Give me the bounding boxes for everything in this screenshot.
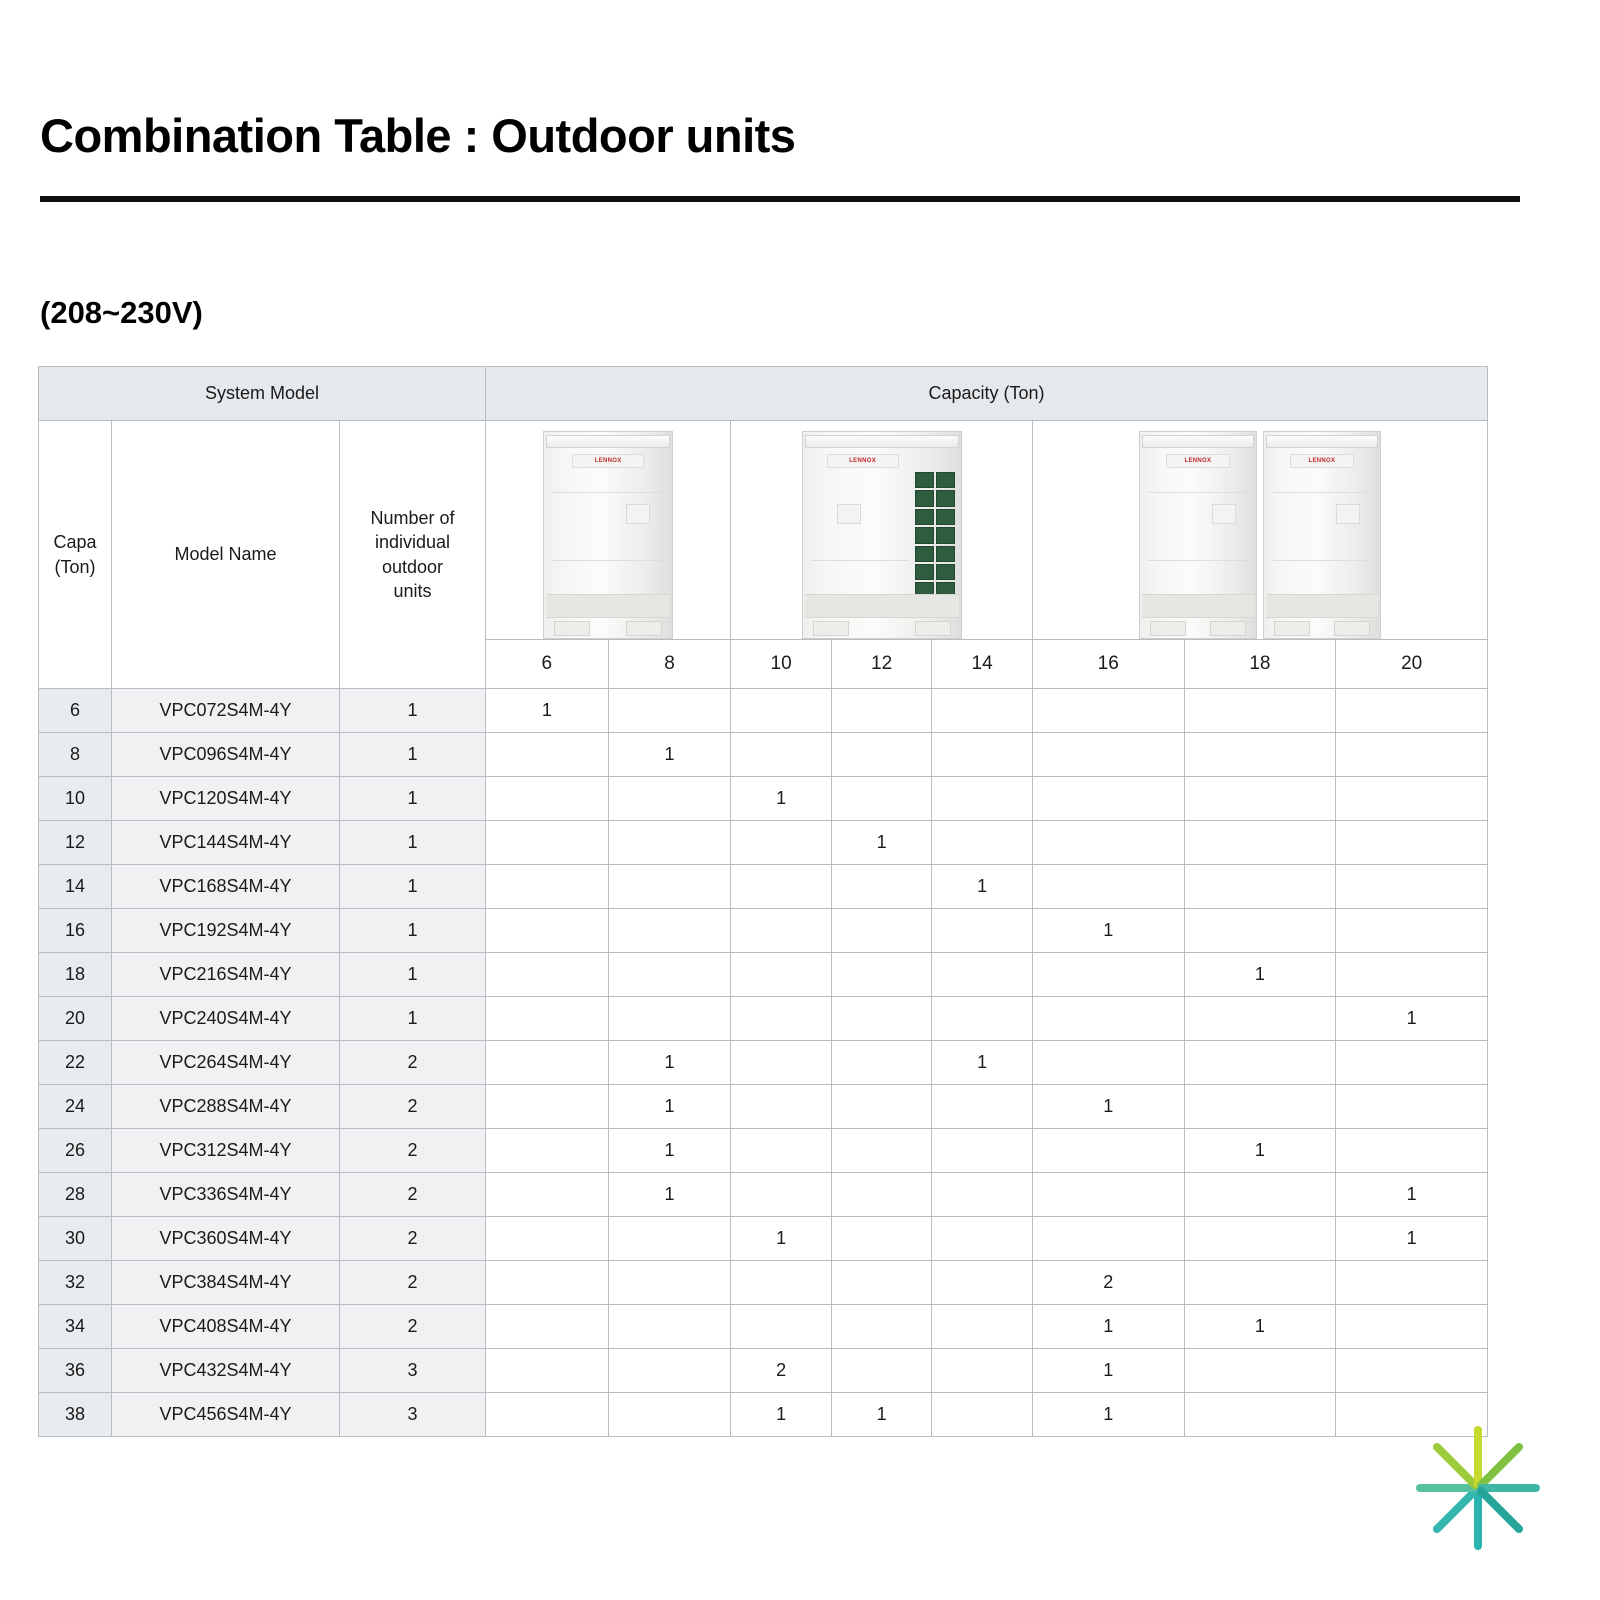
row-count-cell <box>831 1261 931 1305</box>
row-count-cell <box>1184 1261 1336 1305</box>
row-count-cell <box>831 689 931 733</box>
unit-top-cap <box>546 435 670 448</box>
row-count-cell <box>1184 865 1336 909</box>
row-count-cell <box>731 1261 831 1305</box>
header-number-of-units <box>340 421 486 689</box>
brand-text: LENNOX <box>1308 458 1336 464</box>
row-count-cell <box>1336 689 1488 733</box>
row-count-cell <box>731 1085 831 1129</box>
row-count-cell <box>731 733 831 777</box>
row-capacity: 24 <box>39 1085 112 1129</box>
table-row <box>39 1349 1488 1393</box>
row-number-of-units: 1 <box>340 953 486 997</box>
unit-foot-right <box>915 621 951 636</box>
header-capa-line2: (Ton) <box>54 556 96 577</box>
unit-foot-left <box>1274 621 1310 636</box>
row-count-cell: 1 <box>1032 1085 1184 1129</box>
row-count-cell <box>486 1261 609 1305</box>
row-count-cell <box>486 997 609 1041</box>
row-count-cell <box>1336 909 1488 953</box>
row-number-of-units: 2 <box>340 1305 486 1349</box>
row-count-cell <box>1184 1085 1336 1129</box>
row-number-of-units: 3 <box>340 1393 486 1437</box>
row-model-name: VPC288S4M-4Y <box>112 1085 340 1129</box>
header-units-line1: Number of <box>370 507 455 528</box>
row-count-cell <box>831 1305 931 1349</box>
brand-text: LENNOX <box>594 458 622 464</box>
row-count-cell <box>932 1129 1033 1173</box>
row-count-cell <box>1184 1173 1336 1217</box>
unit-top-cap <box>805 435 959 448</box>
row-model-name: VPC360S4M-4Y <box>112 1217 340 1261</box>
row-model-name: VPC408S4M-4Y <box>112 1305 340 1349</box>
row-count-cell <box>1184 909 1336 953</box>
row-count-cell <box>1032 865 1184 909</box>
row-count-cell <box>1336 865 1488 909</box>
row-count-cell <box>1336 953 1488 997</box>
capacity-col-8: 8 <box>608 640 731 689</box>
capacity-col-18: 18 <box>1184 640 1336 689</box>
brand-logo <box>1406 1422 1556 1562</box>
row-count-cell <box>1336 1129 1488 1173</box>
outdoor-unit-illustration <box>1139 431 1257 639</box>
row-number-of-units: 1 <box>340 909 486 953</box>
row-count-cell: 2 <box>731 1349 831 1393</box>
row-count-cell <box>731 821 831 865</box>
row-count-cell <box>1184 1349 1336 1393</box>
row-count-cell <box>1184 1393 1336 1437</box>
row-model-name: VPC096S4M-4Y <box>112 733 340 777</box>
lennox-logo-badge <box>572 454 644 468</box>
row-model-name: VPC432S4M-4Y <box>112 1349 340 1393</box>
outdoor-unit-twin-image <box>1032 421 1487 640</box>
unit-panel-line <box>1148 560 1248 561</box>
row-model-name: VPC456S4M-4Y <box>112 1393 340 1437</box>
row-count-cell <box>1032 777 1184 821</box>
row-model-name: VPC192S4M-4Y <box>112 909 340 953</box>
row-count-cell: 1 <box>608 1041 731 1085</box>
row-model-name: VPC336S4M-4Y <box>112 1173 340 1217</box>
row-count-cell <box>932 1261 1033 1305</box>
lennox-logo-badge <box>827 454 899 468</box>
row-count-cell <box>932 1085 1033 1129</box>
row-count-cell <box>608 953 731 997</box>
row-count-cell: 1 <box>932 865 1033 909</box>
row-count-cell <box>1032 1041 1184 1085</box>
table-row <box>39 733 1488 777</box>
row-count-cell <box>1336 1041 1488 1085</box>
row-count-cell <box>1032 997 1184 1041</box>
row-count-cell <box>731 865 831 909</box>
row-count-cell <box>731 1041 831 1085</box>
row-count-cell <box>486 1305 609 1349</box>
row-count-cell <box>831 1349 931 1393</box>
row-count-cell <box>608 1305 731 1349</box>
row-count-cell: 1 <box>1184 1305 1336 1349</box>
row-count-cell <box>1336 733 1488 777</box>
row-count-cell <box>831 997 931 1041</box>
row-count-cell <box>1336 1305 1488 1349</box>
row-count-cell <box>1184 1041 1336 1085</box>
row-count-cell <box>831 1173 931 1217</box>
row-number-of-units: 1 <box>340 821 486 865</box>
row-number-of-units: 1 <box>340 689 486 733</box>
unit-foot-right <box>626 621 662 636</box>
row-count-cell <box>608 1393 731 1437</box>
row-count-cell <box>1184 1217 1336 1261</box>
row-count-cell: 1 <box>1184 953 1336 997</box>
header-capa-ton <box>39 421 112 689</box>
row-count-cell <box>831 777 931 821</box>
row-count-cell <box>731 997 831 1041</box>
row-count-cell <box>1032 1173 1184 1217</box>
row-count-cell: 1 <box>932 1041 1033 1085</box>
row-model-name: VPC240S4M-4Y <box>112 997 340 1041</box>
row-capacity: 32 <box>39 1261 112 1305</box>
unit-access-panel <box>626 504 650 524</box>
unit-panel-line <box>1272 492 1372 493</box>
row-number-of-units: 3 <box>340 1349 486 1393</box>
table-row <box>39 909 1488 953</box>
table-row <box>39 1173 1488 1217</box>
title-divider <box>40 196 1520 202</box>
row-model-name: VPC264S4M-4Y <box>112 1041 340 1085</box>
row-count-cell <box>1336 1261 1488 1305</box>
capacity-col-14: 14 <box>932 640 1033 689</box>
row-count-cell: 1 <box>1032 1305 1184 1349</box>
row-count-cell <box>1184 777 1336 821</box>
row-capacity: 36 <box>39 1349 112 1393</box>
row-capacity: 38 <box>39 1393 112 1437</box>
row-count-cell <box>486 1173 609 1217</box>
row-count-cell <box>831 1085 931 1129</box>
row-capacity: 18 <box>39 953 112 997</box>
row-count-cell <box>486 1085 609 1129</box>
header-units-line2: individual <box>374 532 451 553</box>
row-count-cell <box>932 953 1033 997</box>
row-number-of-units: 2 <box>340 1217 486 1261</box>
table-row <box>39 865 1488 909</box>
header-model-name: Model Name <box>112 421 340 689</box>
row-capacity: 22 <box>39 1041 112 1085</box>
row-count-cell: 2 <box>1032 1261 1184 1305</box>
row-count-cell: 1 <box>831 821 931 865</box>
table-row <box>39 953 1488 997</box>
row-capacity: 12 <box>39 821 112 865</box>
row-number-of-units: 1 <box>340 733 486 777</box>
row-model-name: VPC216S4M-4Y <box>112 953 340 997</box>
row-count-cell: 1 <box>1336 1217 1488 1261</box>
row-count-cell <box>608 777 731 821</box>
unit-panel-line <box>1272 560 1372 561</box>
voltage-subtitle: (208~230V) <box>40 295 203 330</box>
table-row <box>39 1305 1488 1349</box>
unit-access-panel <box>1336 504 1360 524</box>
row-count-cell: 1 <box>1184 1129 1336 1173</box>
unit-top-cap <box>1142 435 1254 448</box>
row-model-name: VPC168S4M-4Y <box>112 865 340 909</box>
table-header-top <box>39 367 1488 421</box>
combination-table <box>38 366 1488 1437</box>
table-row <box>39 1217 1488 1261</box>
capacity-col-6: 6 <box>486 640 609 689</box>
outdoor-unit-small-image <box>486 421 731 640</box>
brand-text: LENNOX <box>849 458 877 464</box>
table-row <box>39 777 1488 821</box>
row-count-cell <box>1032 1217 1184 1261</box>
capacity-col-20: 20 <box>1336 640 1488 689</box>
row-count-cell <box>831 953 931 997</box>
row-capacity: 30 <box>39 1217 112 1261</box>
row-number-of-units: 2 <box>340 1261 486 1305</box>
table-row <box>39 689 1488 733</box>
unit-panel-line <box>552 560 664 561</box>
capacity-col-16: 16 <box>1032 640 1184 689</box>
row-count-cell <box>831 1217 931 1261</box>
unit-foot-left <box>554 621 590 636</box>
row-count-cell <box>486 777 609 821</box>
header-units-line4: units <box>393 580 432 601</box>
unit-base-band <box>1266 594 1378 618</box>
row-capacity: 6 <box>39 689 112 733</box>
row-count-cell <box>1336 1349 1488 1393</box>
table-row <box>39 821 1488 865</box>
row-count-cell: 1 <box>608 1085 731 1129</box>
row-count-cell <box>1032 733 1184 777</box>
header-capacity: Capacity (Ton) <box>486 367 1488 421</box>
table-body <box>39 689 1488 1437</box>
row-count-cell <box>731 909 831 953</box>
row-number-of-units: 2 <box>340 1041 486 1085</box>
row-count-cell: 1 <box>731 1217 831 1261</box>
row-count-cell <box>932 733 1033 777</box>
unit-access-panel <box>1212 504 1236 524</box>
row-count-cell <box>932 997 1033 1041</box>
unit-top-cap <box>1266 435 1378 448</box>
capacity-col-12: 12 <box>831 640 931 689</box>
row-count-cell: 1 <box>731 777 831 821</box>
lennox-logo-badge <box>1166 454 1230 468</box>
row-count-cell <box>932 1217 1033 1261</box>
row-number-of-units: 1 <box>340 865 486 909</box>
unit-panel-line <box>811 560 909 561</box>
row-count-cell <box>486 953 609 997</box>
row-model-name: VPC120S4M-4Y <box>112 777 340 821</box>
row-capacity: 10 <box>39 777 112 821</box>
row-count-cell: 1 <box>608 1129 731 1173</box>
row-capacity: 20 <box>39 997 112 1041</box>
row-count-cell <box>1184 733 1336 777</box>
table-row <box>39 1129 1488 1173</box>
row-count-cell <box>932 777 1033 821</box>
row-count-cell <box>731 953 831 997</box>
row-count-cell <box>932 909 1033 953</box>
table-row <box>39 1041 1488 1085</box>
row-capacity: 16 <box>39 909 112 953</box>
table-row <box>39 997 1488 1041</box>
row-count-cell <box>1184 689 1336 733</box>
row-count-cell: 1 <box>1032 909 1184 953</box>
row-capacity: 28 <box>39 1173 112 1217</box>
row-count-cell <box>1032 821 1184 865</box>
row-count-cell <box>731 1305 831 1349</box>
row-number-of-units: 1 <box>340 997 486 1041</box>
row-count-cell: 1 <box>486 689 609 733</box>
row-count-cell <box>608 997 731 1041</box>
row-model-name: VPC312S4M-4Y <box>112 1129 340 1173</box>
row-count-cell <box>1032 1129 1184 1173</box>
row-count-cell <box>486 1041 609 1085</box>
row-capacity: 26 <box>39 1129 112 1173</box>
header-units-line3: outdoor <box>381 556 444 577</box>
row-count-cell <box>486 1217 609 1261</box>
row-count-cell <box>608 1261 731 1305</box>
row-count-cell <box>486 1393 609 1437</box>
row-count-cell <box>1184 821 1336 865</box>
row-count-cell: 1 <box>1032 1393 1184 1437</box>
row-count-cell: 1 <box>608 733 731 777</box>
row-count-cell <box>932 1393 1033 1437</box>
table-header-images <box>39 421 1488 640</box>
row-number-of-units: 2 <box>340 1129 486 1173</box>
row-number-of-units: 2 <box>340 1085 486 1129</box>
row-capacity: 34 <box>39 1305 112 1349</box>
row-capacity: 14 <box>39 865 112 909</box>
unit-foot-left <box>813 621 849 636</box>
row-count-cell <box>608 821 731 865</box>
table-row <box>39 1085 1488 1129</box>
header-capa-line1: Capa <box>53 532 97 553</box>
unit-foot-left <box>1150 621 1186 636</box>
row-count-cell <box>831 1041 931 1085</box>
row-model-name: VPC072S4M-4Y <box>112 689 340 733</box>
row-count-cell: 1 <box>831 1393 931 1437</box>
unit-panel-line <box>1148 492 1248 493</box>
row-count-cell <box>831 909 931 953</box>
row-count-cell <box>932 821 1033 865</box>
row-count-cell <box>1336 821 1488 865</box>
row-count-cell: 1 <box>731 1393 831 1437</box>
row-count-cell <box>1184 997 1336 1041</box>
lennox-logo-badge <box>1290 454 1354 468</box>
row-count-cell: 1 <box>1032 1349 1184 1393</box>
capacity-col-10: 10 <box>731 640 831 689</box>
row-count-cell <box>1032 953 1184 997</box>
row-count-cell <box>608 689 731 733</box>
row-count-cell <box>486 909 609 953</box>
row-count-cell: 1 <box>1336 1173 1488 1217</box>
row-count-cell <box>1032 689 1184 733</box>
table-row <box>39 1393 1488 1437</box>
row-number-of-units: 2 <box>340 1173 486 1217</box>
unit-base-band <box>546 594 670 618</box>
row-count-cell <box>932 1305 1033 1349</box>
table-row <box>39 1261 1488 1305</box>
unit-foot-right <box>1334 621 1370 636</box>
unit-base-band <box>1142 594 1254 618</box>
unit-access-panel <box>837 504 861 524</box>
row-count-cell <box>608 1349 731 1393</box>
row-count-cell <box>731 689 831 733</box>
row-count-cell <box>1336 1085 1488 1129</box>
brand-text: LENNOX <box>1184 458 1212 464</box>
row-count-cell: 1 <box>1336 997 1488 1041</box>
row-count-cell <box>486 821 609 865</box>
outdoor-unit-illustration <box>802 431 962 639</box>
outdoor-unit-medium-image <box>731 421 1033 640</box>
row-capacity: 8 <box>39 733 112 777</box>
row-count-cell <box>486 1129 609 1173</box>
outdoor-unit-illustration <box>1263 431 1381 639</box>
row-count-cell <box>831 733 931 777</box>
row-number-of-units: 1 <box>340 777 486 821</box>
row-count-cell <box>831 865 931 909</box>
row-count-cell <box>932 689 1033 733</box>
row-count-cell <box>608 1217 731 1261</box>
unit-panel-line <box>552 492 664 493</box>
unit-foot-right <box>1210 621 1246 636</box>
outdoor-unit-illustration <box>543 431 673 639</box>
row-count-cell <box>608 909 731 953</box>
row-count-cell <box>731 1129 831 1173</box>
row-count-cell <box>486 865 609 909</box>
row-count-cell <box>1336 777 1488 821</box>
row-model-name: VPC144S4M-4Y <box>112 821 340 865</box>
header-system-model: System Model <box>39 367 486 421</box>
page-title: Combination Table : Outdoor units <box>40 109 796 162</box>
row-model-name: VPC384S4M-4Y <box>112 1261 340 1305</box>
row-count-cell <box>486 1349 609 1393</box>
row-count-cell <box>932 1173 1033 1217</box>
row-count-cell <box>486 733 609 777</box>
row-count-cell <box>932 1349 1033 1393</box>
row-count-cell <box>731 1173 831 1217</box>
row-count-cell <box>831 1129 931 1173</box>
row-count-cell: 1 <box>608 1173 731 1217</box>
row-count-cell <box>608 865 731 909</box>
unit-base-band <box>805 594 959 618</box>
